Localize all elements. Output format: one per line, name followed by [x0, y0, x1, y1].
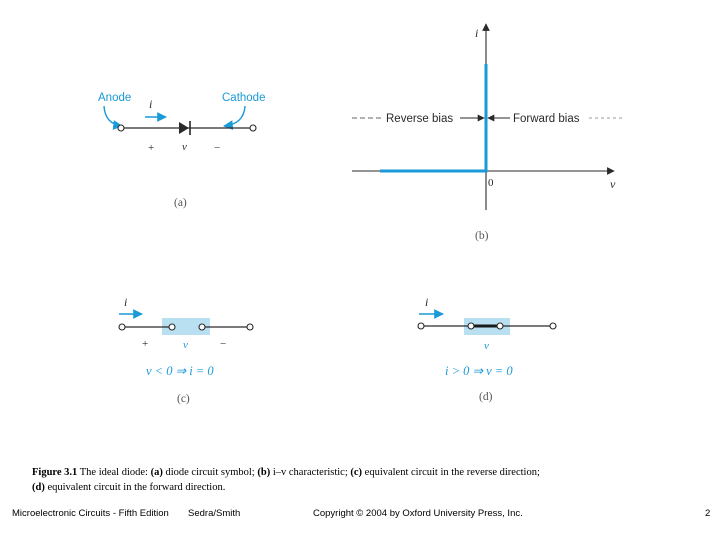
panel-a-diode-symbol: [98, 92, 265, 209]
contact: [468, 323, 474, 329]
caption-tag-c: (c): [350, 467, 363, 478]
anode-label: Anode: [98, 92, 132, 104]
panel-c-label: (c): [177, 393, 190, 405]
caption-intro: The ideal diode:: [79, 467, 148, 478]
terminal: [119, 324, 125, 330]
footer-authors: Sedra/Smith: [188, 508, 241, 519]
open-contact: [199, 324, 205, 330]
y-axis-label: i: [475, 26, 479, 40]
panel-b-label: (b): [475, 230, 489, 242]
panel-a-label: (a): [174, 197, 187, 209]
anode-pointer-arrow: [104, 106, 122, 126]
cathode-label: Cathode: [222, 92, 266, 104]
caption-tag-d: (d): [32, 482, 45, 493]
current-label: i: [149, 97, 153, 111]
current-label: i: [124, 295, 128, 309]
minus-sign: −: [214, 142, 221, 154]
forward-condition: i > 0 ⇒ v = 0: [445, 364, 513, 378]
panel-d-forward-equivalent: [418, 295, 556, 403]
terminal: [250, 125, 256, 131]
current-label: i: [425, 295, 429, 309]
footer-book-title: Microelectronic Circuits - Fifth Edition: [12, 508, 169, 519]
reverse-bias-label: Reverse bias: [386, 113, 454, 125]
caption-text-b: i–v characteristic;: [272, 467, 348, 478]
reverse-condition: v < 0 ⇒ i = 0: [146, 364, 214, 378]
figure-number: Figure 3.1: [32, 467, 78, 478]
caption-text-a: diode circuit symbol;: [165, 467, 255, 478]
panel-d-label: (d): [479, 391, 493, 403]
voltage-label: v: [182, 141, 187, 153]
page-number: 2: [705, 508, 711, 519]
panel-b-iv-characteristic: [352, 24, 622, 242]
caption-text-d: equivalent circuit in the forward direction.: [47, 482, 226, 493]
open-contact: [169, 324, 175, 330]
cathode-pointer-arrow: [224, 106, 245, 126]
terminal: [418, 323, 424, 329]
forward-bias-label: Forward bias: [513, 113, 580, 125]
x-axis-label: v: [610, 177, 616, 191]
caption-tag-b: (b): [257, 467, 271, 478]
voltage-label: v: [484, 340, 489, 352]
panel-c-reverse-equivalent: [119, 295, 253, 405]
voltage-label: v: [183, 339, 188, 351]
terminal: [247, 324, 253, 330]
figure-caption: [32, 465, 672, 495]
terminal: [550, 323, 556, 329]
footer-copyright: Copyright © 2004 by Oxford University Press, Inc.: [313, 508, 523, 519]
contact: [497, 323, 503, 329]
caption-text-c: equivalent circuit in the reverse direction;: [364, 467, 540, 478]
origin-label: 0: [488, 177, 494, 189]
terminal: [118, 125, 124, 131]
caption-tag-a: (a): [150, 467, 163, 478]
minus-sign: −: [220, 338, 227, 350]
diode-triangle: [179, 122, 189, 134]
plus-sign: +: [148, 142, 155, 154]
plus-sign: +: [142, 338, 149, 350]
